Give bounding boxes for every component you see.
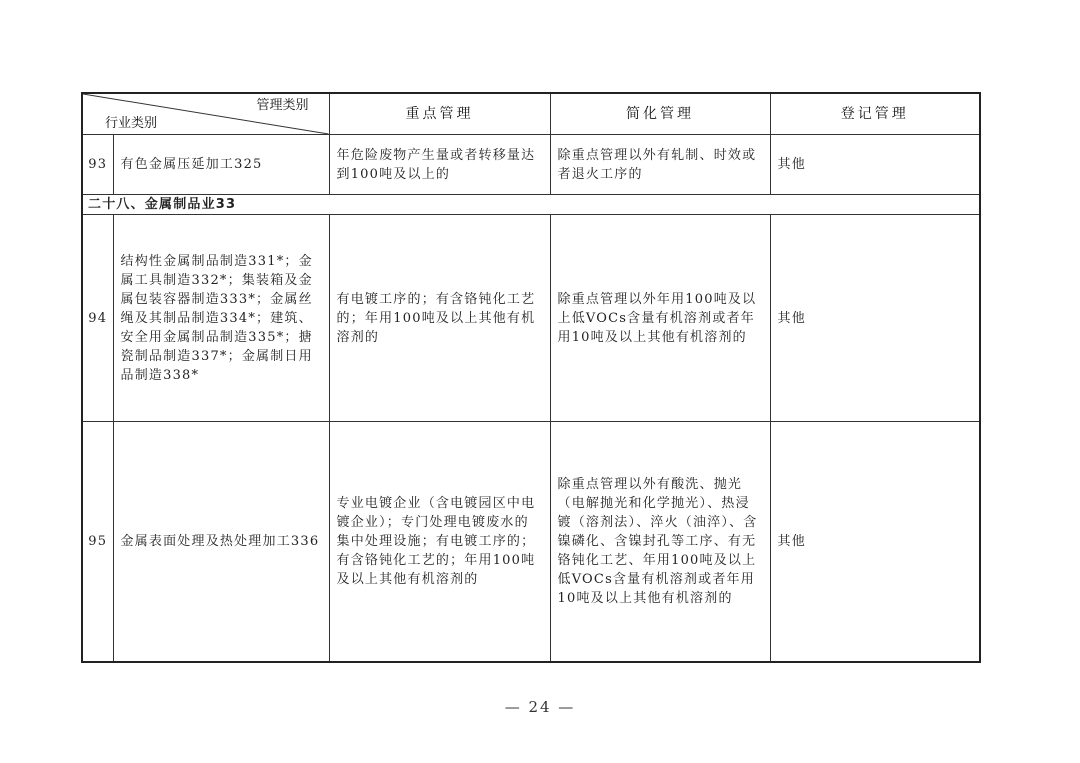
industry-category-label: 行业类别	[105, 116, 158, 131]
diagonal-header-cell	[82, 93, 329, 135]
registration-management-cell: 其他	[770, 215, 980, 422]
table-header-row	[82, 93, 980, 135]
column-header-registration-management: 登记管理	[770, 93, 980, 135]
key-management-cell: 有电镀工序的；有含铬钝化工艺的；年用100吨及以上其他有机溶剂的	[329, 215, 550, 422]
row-number: 94	[82, 215, 113, 422]
table-row	[82, 215, 980, 422]
table-row	[82, 135, 980, 195]
table-row	[82, 422, 980, 663]
management-category-table	[81, 92, 981, 663]
key-management-cell: 专业电镀企业（含电镀园区中电镀企业）；专门处理电镀废水的集中处理设施；有电镀工序的；有含铬钝化工艺的；年用100吨及以上其他有机溶剂的	[329, 422, 550, 663]
registration-management-cell: 其他	[770, 422, 980, 663]
column-header-simplified-management: 简化管理	[550, 93, 770, 135]
column-header-key-management: 重点管理	[329, 93, 550, 135]
row-number: 93	[82, 135, 113, 195]
row-number: 95	[82, 422, 113, 663]
key-management-cell: 年危险废物产生量或者转移量达到100吨及以上的	[329, 135, 550, 195]
simplified-management-cell: 除重点管理以外有轧制、时效或者退火工序的	[550, 135, 770, 195]
industry-cell: 有色金属压延加工325	[113, 135, 329, 195]
page-number: — 24 —	[504, 698, 576, 716]
management-category-label: 管理类别	[256, 98, 309, 113]
simplified-management-cell: 除重点管理以外年用100吨及以上低VOCs含量有机溶剂或者年用10吨及以上其他有机溶剂的	[550, 215, 770, 422]
registration-management-cell: 其他	[770, 135, 980, 195]
simplified-management-cell: 除重点管理以外有酸洗、抛光（电解抛光和化学抛光）、热浸镀（溶剂法）、淬火（油淬）、含镍磷化、含镍封孔等工序、有无铬钝化工艺、年用100吨及以上低VOCs含量有机溶剂或者年用10吨及以上其他有机溶剂的	[550, 422, 770, 663]
section-header-row	[82, 195, 980, 215]
industry-cell: 结构性金属制品制造331*；金属工具制造332*；集装箱及金属包装容器制造333*；金属丝绳及其制品制造334*；建筑、安全用金属制品制造335*；搪瓷制品制造337*；金属制日用品制造338*	[113, 215, 329, 422]
section-title: 二十八、金属制品业33	[82, 195, 980, 215]
industry-cell: 金属表面处理及热处理加工336	[113, 422, 329, 663]
